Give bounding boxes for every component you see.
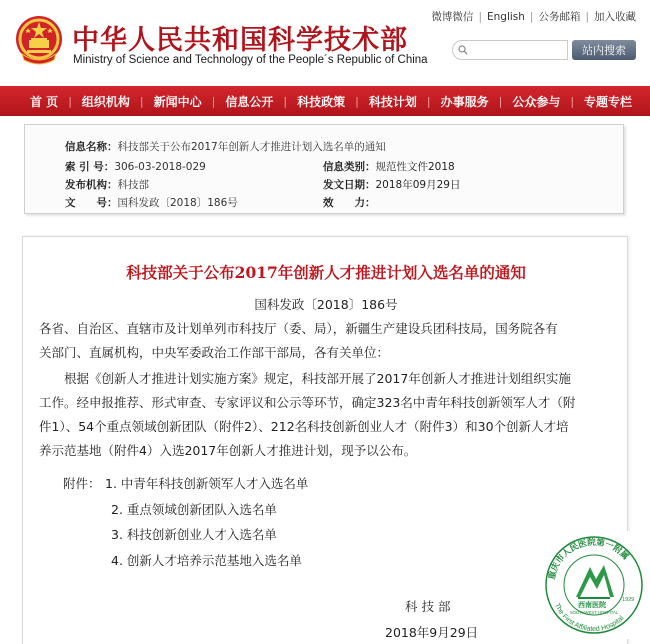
link-divider: | (585, 10, 589, 23)
nav-divider: | (355, 94, 359, 108)
info-org-label: 发布机构： (65, 179, 118, 191)
info-docno-value: 国科发政〔2018〕186号 (117, 197, 238, 209)
info-category-value: 规范性文件2018 (375, 161, 455, 173)
national-emblem-icon[interactable] (14, 14, 64, 66)
info-effect-label: 效 力： (323, 197, 376, 209)
info-name-label: 信息名称： (65, 141, 118, 153)
paragraph-line: 件1）、54个重点领域创新团队（附件2）、212名科技创新创业人才（附件3）和30个创新人才培 (39, 419, 569, 434)
attachment-link-4[interactable]: 4. 创新人才培养示范基地入选名单 (111, 552, 302, 568)
watermark-arc-bottom: The First Affiliated Hospital (553, 602, 626, 634)
nav-home[interactable]: 首 页 (30, 94, 59, 109)
info-date-label: 发文日期： (323, 179, 376, 191)
info-org-value: 科技部 (117, 179, 149, 191)
top-links (431, 9, 636, 24)
info-name-value: 科技部关于公布2017年创新人才推进计划入选名单的通知 (117, 141, 386, 153)
info-docno-row (65, 195, 238, 210)
nav-topics[interactable]: 专题专栏 (584, 94, 633, 109)
site-header (0, 0, 650, 86)
paragraph-body (39, 367, 575, 463)
hospital-watermark-logo (540, 531, 648, 639)
paragraph-addressees (39, 317, 558, 365)
attachments-label: 附件： (63, 476, 101, 491)
nav-divider: | (211, 94, 216, 108)
site-title-en: Ministry of Science and Technology of the People´s Republic of China (73, 54, 428, 66)
weibo-weixin-link[interactable]: 微博微信 (431, 11, 474, 23)
attachment-link-3[interactable]: 3. 科技创新创业人才入选名单 (111, 527, 277, 542)
english-link[interactable]: English (486, 10, 525, 23)
nav-programs[interactable]: 科技计划 (368, 94, 417, 109)
nav-services[interactable]: 办事服务 (440, 94, 489, 109)
watermark-name-cn: 西南医院 (578, 601, 606, 609)
nav-divider: | (498, 94, 503, 108)
info-docno-label: 文 号： (65, 197, 118, 209)
nav-participation[interactable]: 公众参与 (512, 94, 561, 109)
paragraph-line: 关部门、直属机构，中央军委政治工作部干部局，各有关单位： (39, 345, 390, 360)
nav-policy[interactable]: 科技政策 (297, 94, 346, 109)
nav-divider: | (139, 94, 144, 108)
info-category-row (323, 159, 455, 174)
site-search (452, 40, 636, 62)
site-title-cn[interactable]: 中华人民共和国科学技术部 (72, 25, 408, 56)
document-date: 2018年9月29日 (385, 625, 479, 640)
paragraph-line: 各省、自治区、直辖市及计划单列市科技厅（委、局），新疆生产建设兵团科技局，国务院各有 (39, 321, 558, 336)
paragraph-line: 养示范基地（附件4）入选2017年创新人才推进计划，现予以公布。 (39, 443, 417, 458)
document-info-table (24, 124, 624, 214)
search-input[interactable] (452, 40, 568, 60)
main-nav (0, 86, 650, 116)
link-divider: | (478, 10, 482, 23)
info-category-label: 信息类别： (323, 161, 376, 173)
nav-divider: | (68, 94, 72, 108)
info-org-row (65, 177, 149, 192)
paragraph-line: 工作。经申报推荐、形式审查、专家评议和公示等环节，确定323名中青年科技创新领军人才（附 (39, 395, 576, 410)
favorite-link[interactable]: 加入收藏 (594, 11, 636, 23)
watermark-name-en: SOUTHWEST HOSPITAL (569, 610, 619, 615)
nav-divider: | (570, 94, 575, 108)
document-title: 科技部关于公布2017年创新人才推进计划入选名单的通知 (126, 263, 526, 282)
watermark-year: 1929 (622, 597, 635, 603)
info-effect-row (323, 195, 376, 210)
nav-divider: | (283, 94, 288, 108)
document-body (22, 236, 628, 644)
nav-divider: | (426, 94, 431, 108)
attachment-link-2[interactable]: 2. 重点领域创新团队入选名单 (111, 501, 277, 517)
info-date-row (323, 177, 460, 192)
paragraph-line: 根据《创新人才推进计划实施方案》规定，科技部开展了2017年创新人才推进计划组织实施 (39, 371, 571, 386)
watermark-arc-top: 重庆市人民医院第一附属 (547, 537, 631, 581)
nav-organization[interactable]: 组织机构 (81, 94, 130, 109)
link-divider: | (529, 10, 534, 23)
mailbox-link[interactable]: 公务邮箱 (538, 11, 581, 23)
info-date-value: 2018年09月29日 (375, 179, 461, 191)
document-number: 国科发政〔2018〕186号 (254, 297, 398, 312)
nav-news[interactable]: 新闻中心 (153, 94, 202, 109)
info-index-row (65, 159, 206, 174)
nav-disclosure[interactable]: 信息公开 (225, 94, 274, 109)
document-signer: 科技部 (405, 599, 455, 614)
info-index-value: 306-03-2018-029 (114, 161, 206, 173)
attachment-link-1[interactable]: 1. 中青年科技创新领军人才入选名单 (105, 476, 309, 491)
search-icon (458, 45, 468, 55)
info-index-label: 索 引 号： (65, 161, 115, 173)
search-button[interactable]: 站内搜索 (572, 40, 636, 60)
info-name-row (65, 139, 386, 154)
